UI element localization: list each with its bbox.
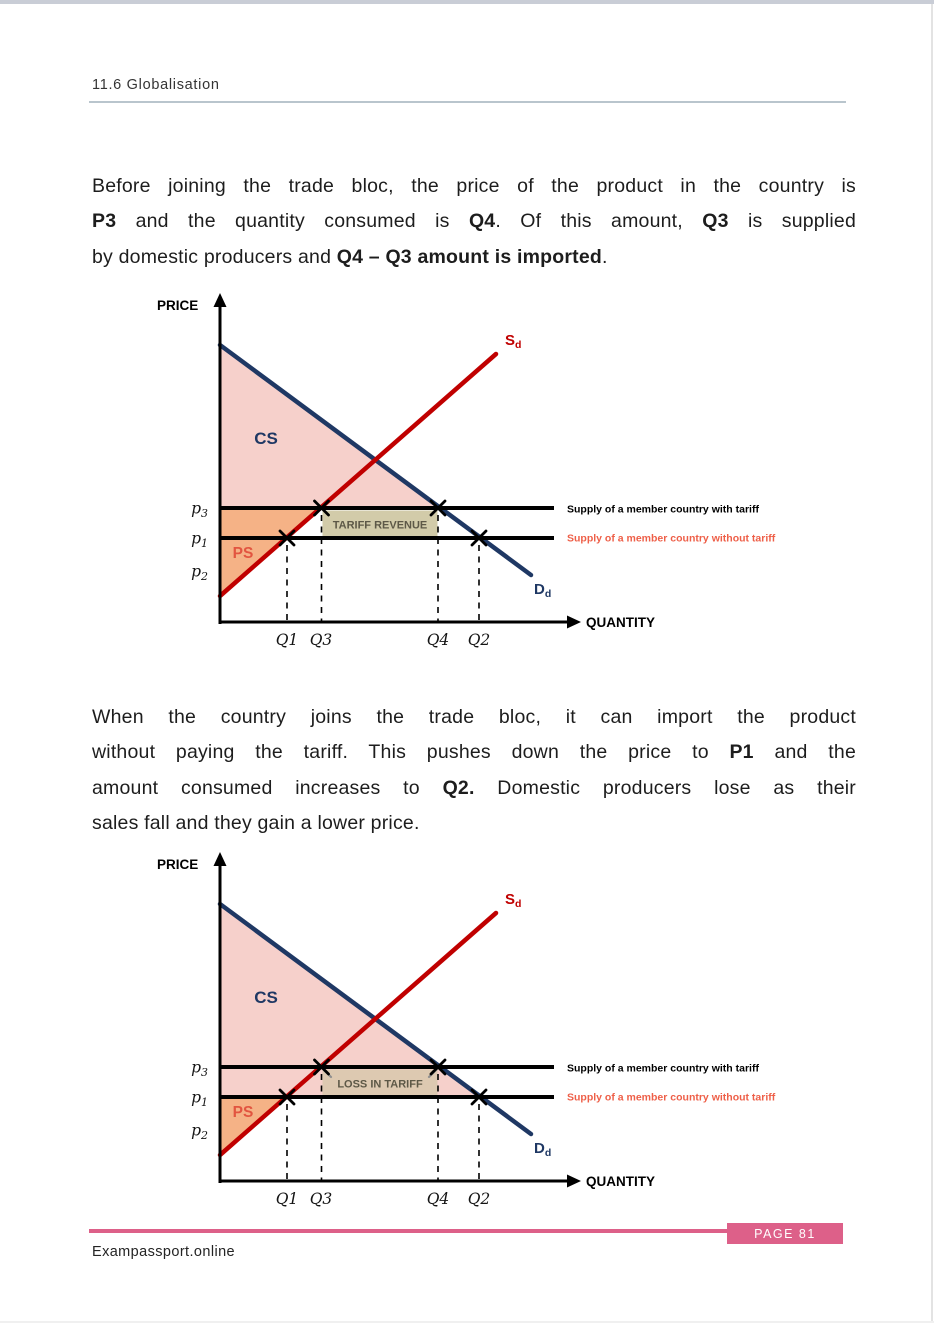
page-bottom-border [0,1321,934,1323]
text-run: Domestic producers lose as their [474,776,857,799]
quantity-axis-label: QUANTITY [586,615,655,630]
text-run: is supplied [728,210,856,233]
text-run: When the country joins the trade bloc, it can import the product [92,706,856,728]
producer-surplus-label: PS [232,1104,254,1121]
text-run: amount consumed increases to [92,776,443,799]
page-top-border [0,0,934,4]
legend-with-tariff: Supply of a member country with tariff [567,503,759,516]
footer-accent-line [89,1229,727,1233]
paragraph-line [92,700,856,735]
price-axis-label: PRICE [157,857,199,872]
text-run: and the [753,741,856,764]
legend-without-tariff: Supply of a member country without tariff [567,532,776,545]
price-tick-p2: $p_2$ [191,1121,208,1142]
consumer-surplus-label: CS [254,429,278,448]
section-title: 11.6 Globalisation [92,77,220,93]
text-run: P1 [729,741,754,764]
paragraph-line [92,204,856,239]
text-run: . Of this amount, [495,210,703,233]
paragraph-line [92,240,856,275]
text-run: and the quantity consumed is [116,210,469,233]
price-tick-p3: $p_3$ [191,499,208,520]
text-run: sales fall and they gain a lower price. [92,812,420,835]
text-run: without paying the tariff. This pushes down the price to [92,741,730,764]
demand-curve-label: $D_d$ [534,581,552,600]
tariff-diagram-before-bloc [150,288,870,660]
loss-in-tariff-label: LOSS IN TARIFF [337,1078,423,1091]
quantity-tick-q4: Q4 [426,1190,450,1208]
quantity-axis-arrow-icon [567,1175,581,1188]
text-run: P3 [92,210,117,233]
text-run: Q2. [442,776,475,799]
price-axis-arrow-icon [214,293,227,307]
quantity-tick-q1: Q1 [275,1190,299,1208]
paragraph-after-trade-bloc [92,700,856,842]
price-tick-p3: $p_3$ [191,1058,208,1079]
paragraph-line [92,169,856,204]
title-divider [89,101,846,103]
price-axis-arrow-icon [214,852,227,866]
consumer-surplus-label: CS [254,988,278,1007]
legend-with-tariff: Supply of a member country with tariff [567,1062,759,1075]
text-run: by domestic producers and [92,245,337,268]
quantity-tick-q2: Q2 [467,631,491,649]
quantity-tick-q3: Q3 [309,1190,333,1208]
producer-surplus-label: PS [232,545,254,562]
paragraph-line [92,735,856,770]
demand-curve-label: $D_d$ [534,1140,552,1159]
tariff-diagram-after-bloc [150,847,870,1219]
text-run: . [602,245,608,268]
price-tick-p1: $p_1$ [191,1088,208,1109]
quantity-tick-q2: Q2 [467,1190,491,1208]
tariff-revenue-label: TARIFF REVENUE [332,519,428,532]
price-tick-p2: $p_2$ [191,562,208,583]
text-run: Before joining the trade bloc, the price of the product in the country is [92,175,856,197]
quantity-axis-label: QUANTITY [586,1174,655,1189]
text-run: Q3 [702,210,729,233]
page-right-border [931,4,933,1322]
legend-without-tariff: Supply of a member country without tariff [567,1091,776,1104]
quantity-tick-q4: Q4 [426,631,450,649]
page-number-badge: PAGE 81 [727,1223,843,1244]
text-run: Q4 [468,210,496,233]
paragraph-line [92,806,856,841]
supply-curve-label: $S_d$ [505,332,522,351]
text-run: Q4 – Q3 amount is imported [336,245,603,268]
price-tick-p1: $p_1$ [191,529,208,550]
website-label: Exampassport.online [92,1244,236,1260]
quantity-axis-arrow-icon [567,616,581,629]
quantity-tick-q3: Q3 [309,631,333,649]
quantity-tick-q1: Q1 [275,631,299,649]
price-axis-label: PRICE [157,298,199,313]
supply-curve-label: $S_d$ [505,891,522,910]
paragraph-line [92,771,856,806]
paragraph-before-trade-bloc [92,169,856,275]
